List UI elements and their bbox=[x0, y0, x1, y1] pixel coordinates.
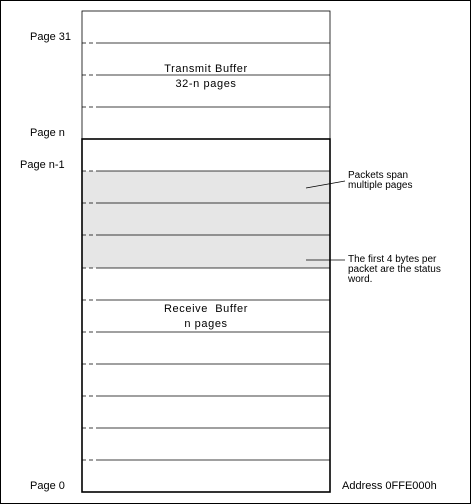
transmit-buffer-pages: 32-n pages bbox=[175, 78, 237, 90]
packets-span-line: multiple pages bbox=[348, 180, 413, 191]
packets-span-note bbox=[348, 170, 412, 191]
status-word-line: The first 4 bytes per bbox=[348, 254, 437, 265]
page-n-minus-1-label: Page n-1 bbox=[20, 159, 65, 171]
address-label: Address 0FFE000h bbox=[342, 480, 437, 492]
status-word-line: word. bbox=[348, 274, 373, 285]
transmit-buffer-title: Transmit Buffer bbox=[164, 63, 248, 75]
page-31-label: Page 31 bbox=[30, 31, 71, 43]
packets-span-line: Packets span bbox=[348, 170, 409, 181]
receive-buffer-pages: n pages bbox=[184, 318, 228, 330]
status-word-line: packet are the status bbox=[348, 264, 441, 275]
packet-shaded-region bbox=[82, 171, 330, 268]
status-word-note bbox=[347, 254, 444, 285]
page-0-label: Page 0 bbox=[30, 480, 65, 492]
receive-buffer-title: Receive Buffer bbox=[163, 303, 249, 315]
page-n-label: Page n bbox=[30, 127, 65, 139]
